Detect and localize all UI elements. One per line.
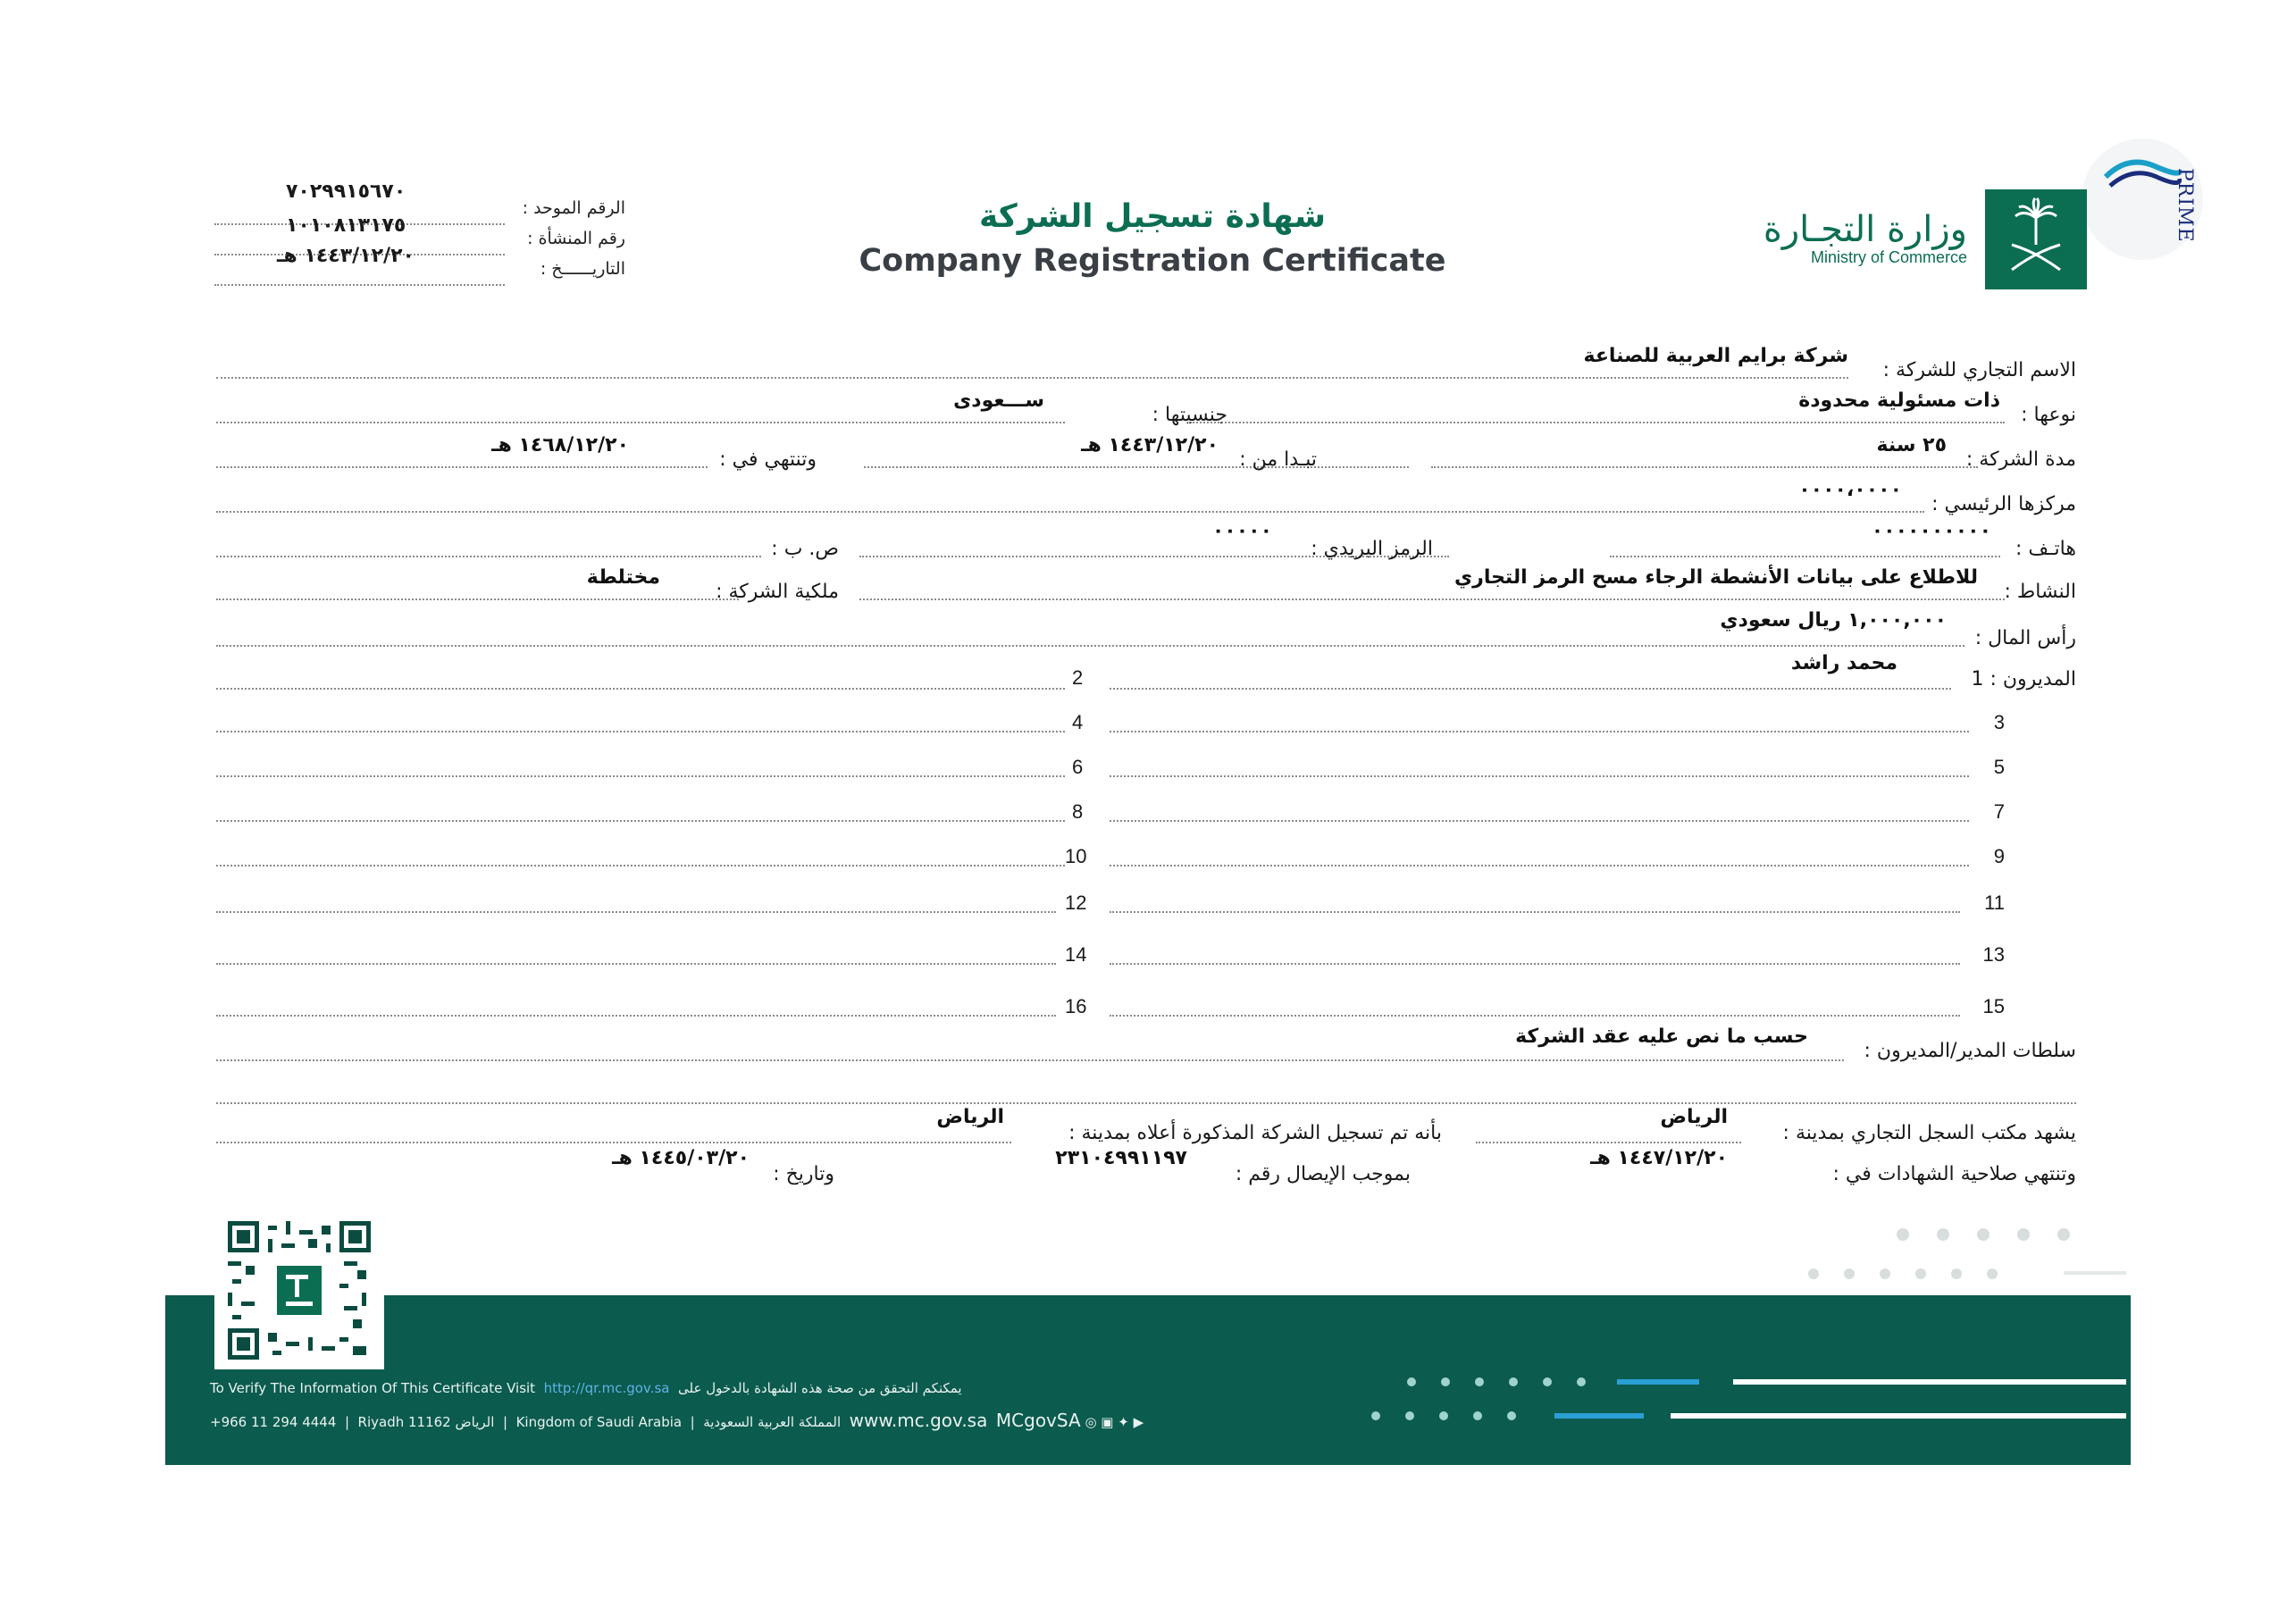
capital-label: رأس المال : [1974,627,2076,649]
establishment-number-value: ١٠١٠٨١٣١٧٥ [286,214,406,237]
title-en: Company Registration Certificate [859,243,1446,279]
manager-number: 14 [1065,943,1087,966]
managers-row [216,795,2076,834]
qr-code-icon [228,1221,371,1360]
ownership-label: ملكية الشركة : [716,581,839,603]
footer-social-handle[interactable]: MCgovSA [995,1410,1081,1431]
activity-label: النشاط : [2004,581,2076,603]
date-value: ١٤٤٣/١٢/٢٠ هـ [277,245,415,267]
type-label: نوعها : [2021,404,2076,426]
date-row [214,245,625,288]
type-value: ذات مسئولية محدودة [1798,389,2000,412]
footer-contact-line: +966 11 294 4444 | Riyadh 11162 الرياض | Kingdom of Saudi Arabia | المملكة العربية السعودية www.mc.gov.sa MCgovSA ◎ ▣ ✦ ▶ [210,1410,1144,1431]
date-label: التاريــــــخ : [540,259,625,279]
manager-number: 9 [1993,845,2005,867]
ministry-name-ar: وزارة التجـارة [1763,209,1967,250]
ownership-value: مختلطة [586,566,660,589]
receipt-date-value: ١٤٤٥/٠٣/٢٠ هـ [612,1147,750,1169]
authority-row [216,1025,2076,1068]
hq-value: ٠٠٠٠،٠٠٠٠ [1798,479,1902,501]
postal-label: الرمز البريدي : [1311,538,1433,560]
trade-name-label: الاسم التجاري للشركة : [1882,359,2076,381]
phone-value: ٠٠٠٠٠٠٠٠٠٠ [1871,520,1991,542]
nationality-value: ســـعودى [953,389,1044,412]
footer-verify-line [210,1380,962,1396]
manager-number: 7 [1993,800,2005,823]
managers-row [216,938,2076,977]
social-icons[interactable]: ◎ ▣ ✦ ▶ [1085,1414,1144,1430]
verify-text-ar: يمكنكم التحقق من صحة هذه الشهادة بالدخول على [678,1380,962,1396]
footer-phone: +966 11 294 4444 [210,1414,337,1430]
validity-row [216,1147,2076,1192]
type-row [216,391,2076,431]
registered-label: بأنه تم تسجيل الشركة المذكورة أعلاه بمدينة : [1068,1122,1442,1144]
qr-code[interactable] [214,1210,384,1369]
duration-value: ٢٥ سنة [1876,434,1947,456]
trade-name-value: شركة برايم العربية للصناعة [1583,345,1848,367]
ends-value: ١٤٦٨/١٢/٢٠ هـ [491,434,629,456]
footer-website[interactable]: www.mc.gov.sa [849,1410,988,1431]
certify-row [216,1106,2076,1151]
receipt-value: ٢٣١٠٤٩٩١١٩٧ [1055,1147,1187,1169]
phone-row [216,520,2076,565]
manager-number: 8 [1072,800,1084,823]
receipt-date-label: وتاريخ : [773,1163,834,1185]
manager-number: 16 [1065,995,1087,1017]
manager-number: 3 [1993,711,2005,733]
trade-name-row [216,347,2076,386]
manager-number: 12 [1065,892,1087,914]
verify-link[interactable]: http://qr.mc.gov.sa [543,1380,670,1396]
phone-label: هاتـف : [2015,538,2076,560]
ministry-emblem-icon [1985,189,2087,289]
manager-number: 13 [1982,943,2005,966]
unified-number-row [214,180,625,227]
footer-riyadh-en: Riyadh 11162 [357,1414,451,1430]
establishment-number-label: رقم المنشأة : [527,229,625,248]
managers-row [216,886,2076,925]
managers-label: المديرون : 1 [1971,668,2076,691]
faint-dots-decoration [1787,1224,2144,1286]
footer-decoration [1340,1362,2126,1434]
authority-value: حسب ما نص عليه عقد الشركة [1515,1025,1808,1048]
establishment-number-row [214,214,625,257]
manager-number: 11 [1984,892,2005,914]
verify-text-en: To Verify The Information Of This Certificate Visit [210,1380,536,1396]
footer-riyadh-ar: الرياض [455,1414,495,1430]
blank-row [216,1072,2076,1111]
managers-row [216,990,2076,1029]
manager-number: 15 [1982,995,2005,1017]
manager-number: 10 [1065,845,1087,867]
pobox-label: ص. ب : [771,538,839,560]
certify-label: يشهد مكتب السجل التجاري بمدينة : [1782,1122,2076,1144]
managers-row [216,706,2076,745]
activity-value: للاطلاع على بيانات الأنشطة الرجاء مسح الرمز التجاري [1453,566,1978,589]
validity-label: وتنتهي صلاحية الشهادات في : [1832,1163,2076,1185]
ministry-name-en: Ministry of Commerce [1810,248,1967,266]
managers-row-1 [216,652,2076,697]
managers-row [216,840,2076,879]
authority-label: سلطات المدير/المديرون : [1864,1040,2076,1062]
duration-label: مدة الشركة : [1965,448,2076,471]
nationality-label: جنسيتها : [1152,404,1227,426]
manager-number: 5 [1993,756,2005,778]
hq-row [216,481,2076,520]
activity-row [216,568,2076,607]
ends-label: وتنتهي في : [719,448,817,471]
managers-row [216,750,2076,790]
hq-label: مركزها الرئيسي : [1931,493,2076,515]
postal-value: ٠٠٠٠٠ [1211,520,1272,542]
manager-1-name: محمد راشد [1790,652,1897,674]
unified-number-value: ٧٠٢٩٩١٥٦٧٠ [286,180,406,203]
registered-city: الرياض [936,1106,1004,1128]
title-ar: شهادة تسجيل الشركة [978,198,1327,235]
starts-value: ١٤٤٣/١٢/٢٠ هـ [1081,434,1219,456]
unified-number-label: الرقم الموحد : [522,198,625,218]
prime-logo-text: PRIME [2174,168,2196,243]
duration-row [216,436,2076,475]
certify-city: الرياض [1660,1106,1728,1128]
capital-value: ١,٠٠٠,٠٠٠ ريال سعودي [1720,609,1947,632]
capital-row [216,609,2076,654]
manager-number: 6 [1072,756,1084,778]
receipt-label: بموجب الإيصال رقم : [1235,1163,1411,1185]
validity-value: ١٤٤٧/١٢/٢٠ هـ [1590,1147,1728,1169]
starts-label: تبـدا من : [1239,448,1317,471]
manager-number: 2 [1072,666,1084,689]
manager-number: 4 [1072,711,1084,733]
footer-kingdom-en: Kingdom of Saudi Arabia [515,1414,683,1430]
footer-kingdom-ar: المملكة العربية السعودية [703,1414,842,1430]
